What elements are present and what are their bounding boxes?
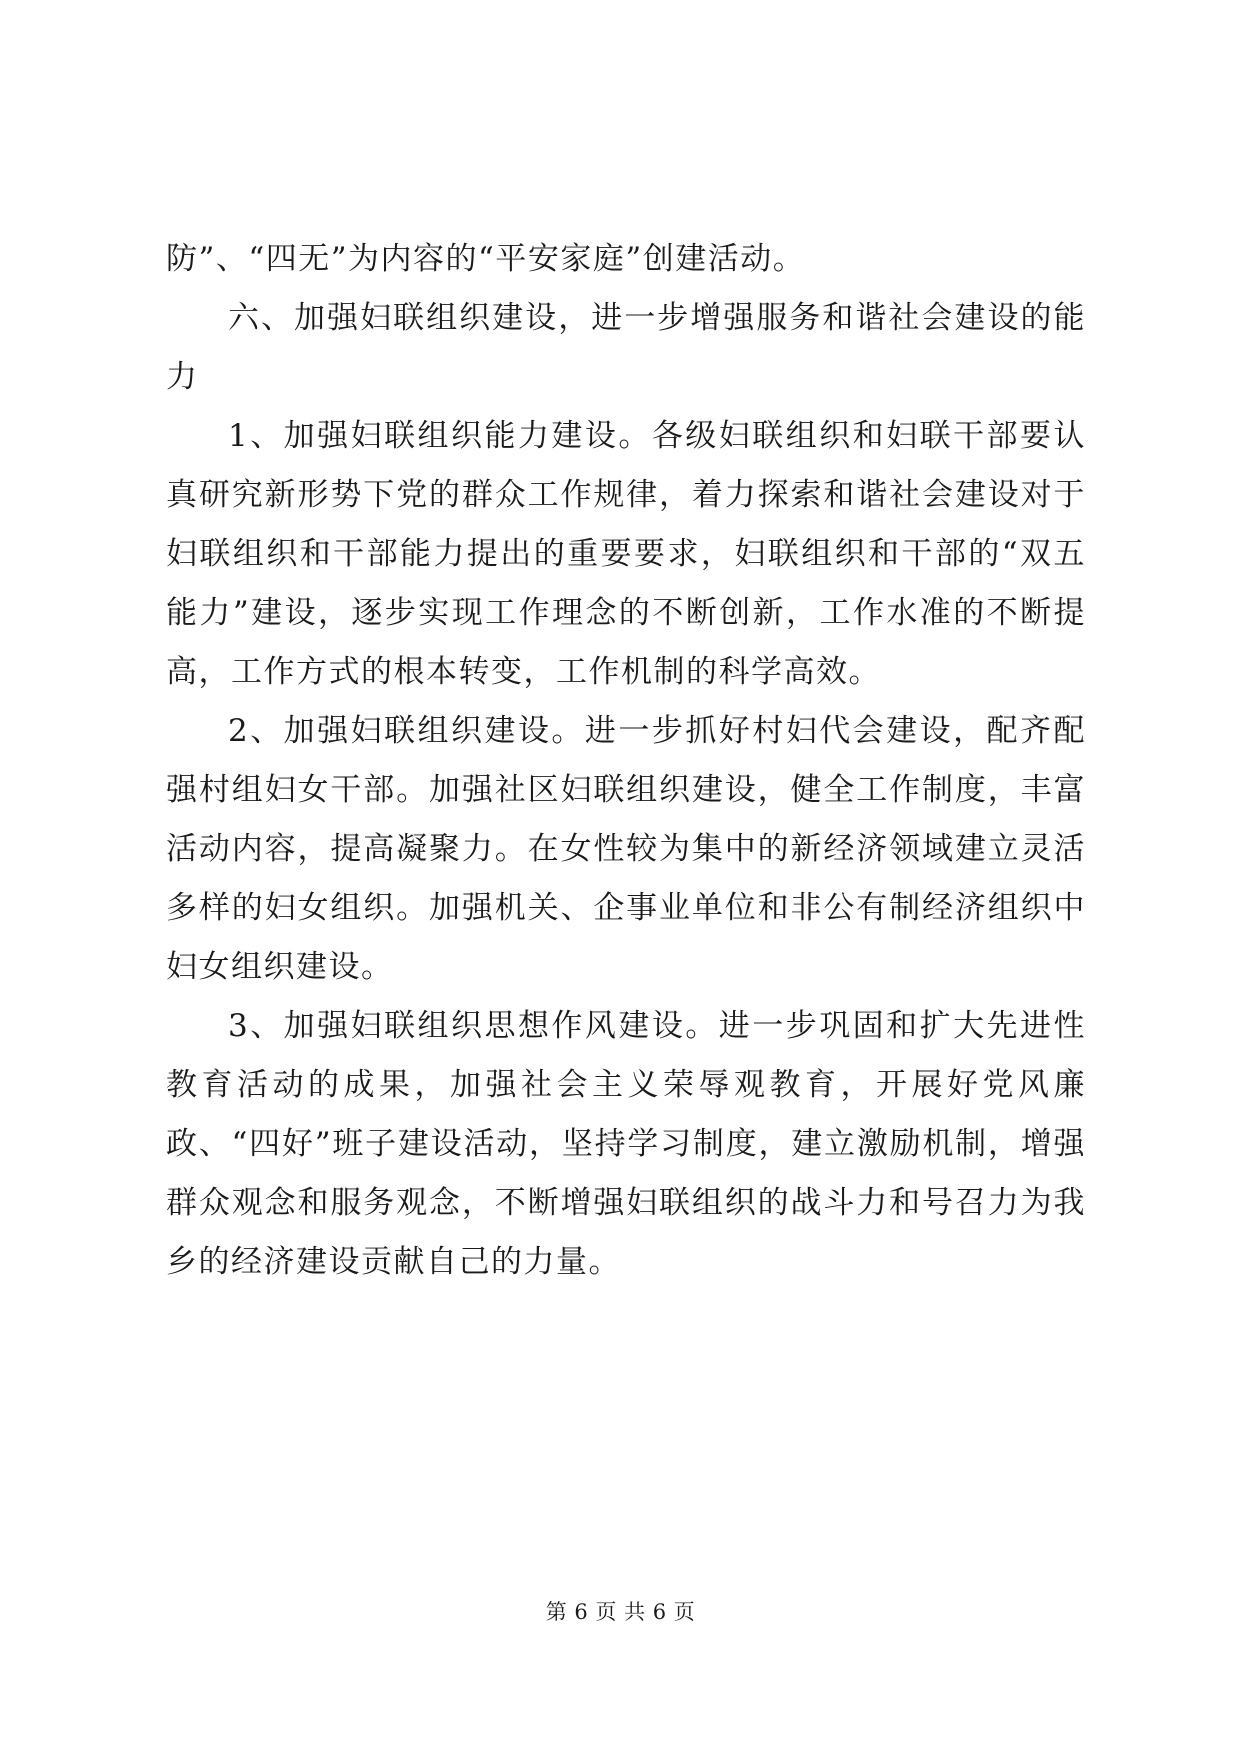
paragraph-item-3: 3、加强妇联组织思想作风建设。进一步巩固和扩大先进性教育活动的成果，加强社会主义荣辱观教育，开展好党风廉政、“四好”班子建设活动，坚持学习制度，建立激励机制，增强群众观念和服务观念，不断增强妇联组织的战斗力和号召力为我乡的经济建设贡献自己的力量。: [166, 1008, 1086, 1280]
paragraph-item-1: 1、加强妇联组织能力建设。各级妇联组织和妇联干部要认真研究新形势下党的群众工作规律，着力探索和谐社会建设对于妇联组织和干部能力提出的重要要求，妇联组织和干部的“双五能力”建设，逐步实现工作理念的不断创新，工作水准的不断提高，工作方式的根本转变，工作机制的科学高效。: [166, 418, 1086, 690]
paragraph-item-2: 2、加强妇联组织建设。进一步抓好村妇代会建设，配齐配强村组妇女干部。加强社区妇联组织建设，健全工作制度，丰富活动内容，提高凝聚力。在女性较为集中的新经济领域建立灵活多样的妇女组织。加强机关、企事业单位和非公有制经济组织中妇女组织建设。: [166, 713, 1086, 985]
paragraph-continuation: 防”、“四无”为内容的“平安家庭”创建活动。: [166, 241, 806, 277]
section-heading-six: 六、加强妇联组织建设，进一步增强服务和谐社会建设的能力: [166, 300, 1086, 395]
document-body: [166, 230, 1086, 1292]
page-number-footer: 第 6 页 共 6 页: [545, 1600, 696, 1624]
